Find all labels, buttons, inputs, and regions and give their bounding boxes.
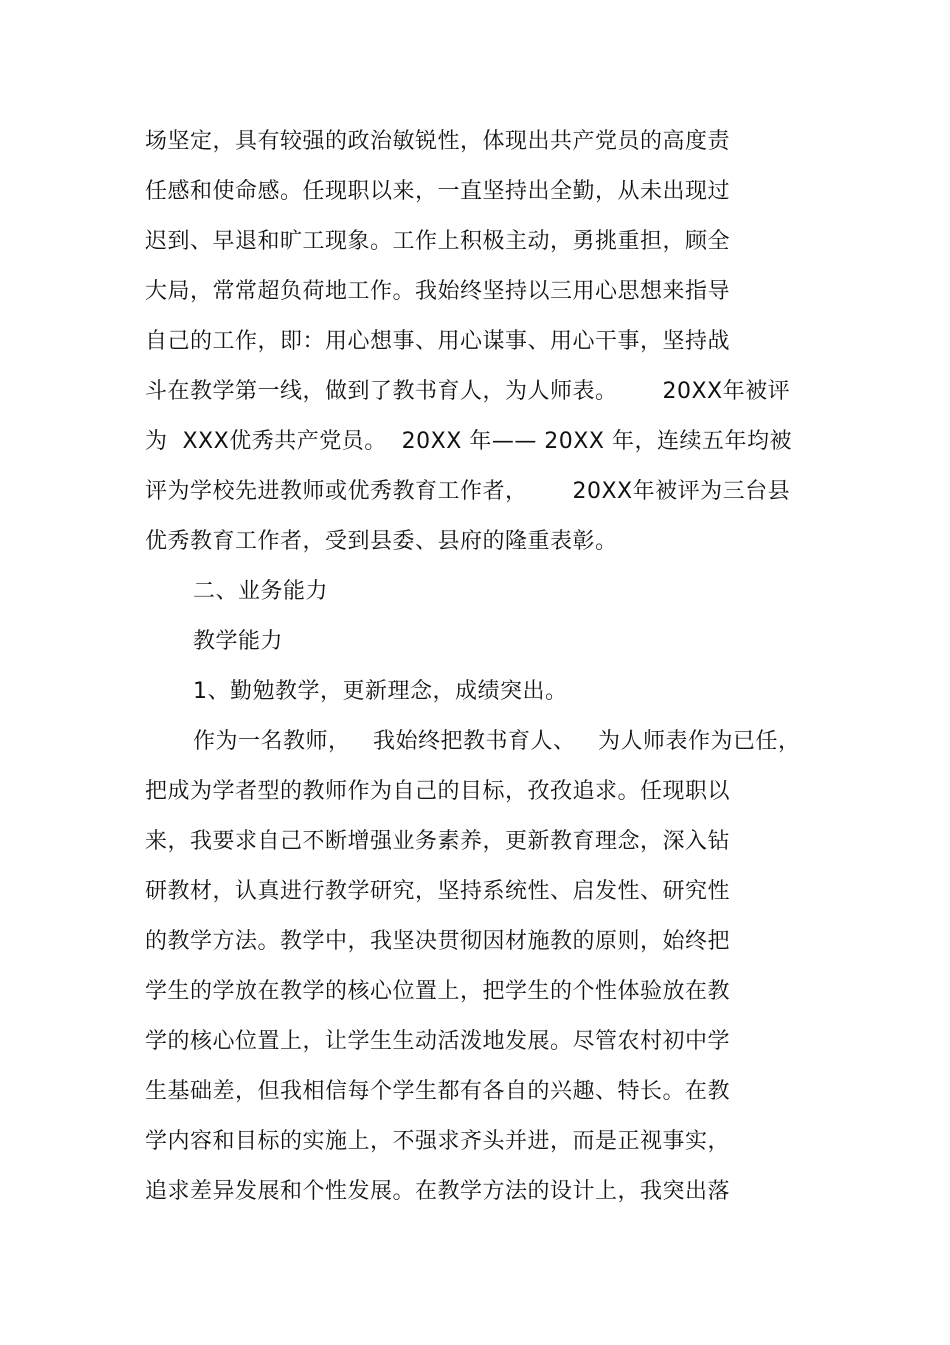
text-line: 把成为学者型的教师作为自己的目标，孜孜追求。任现职以 — [145, 779, 731, 804]
section-heading: 二、业务能力 — [193, 579, 329, 604]
text-line: 迟到、早退和旷工现象。工作上积极主动，勇挑重担，顾全 — [145, 229, 731, 254]
text-line: 追求差异发展和个性发展。在教学方法的设计上，我突出落 — [145, 1179, 731, 1204]
subsection-heading: 教学能力 — [193, 629, 284, 654]
text-line: 斗在教学第一线，做到了教书育人，为人师表。 20XX年被评 — [145, 379, 791, 404]
text-line: 学的核心位置上，让学生生动活泼地发展。尽管农村初中学 — [145, 1029, 731, 1054]
text-line: 大局，常常超负荷地工作。我始终坚持以三用心思想来指导 — [145, 279, 731, 304]
text-line: 场坚定，具有较强的政治敏锐性，体现出共产党员的高度责 — [145, 129, 731, 154]
text-line: 学生的学放在教学的核心位置上，把学生的个性体验放在教 — [145, 979, 731, 1004]
paragraph-first-line: 作为一名教师， 我始终把教书育人、 为人师表作为已任， — [193, 729, 801, 754]
text-line: 来，我要求自己不断增强业务素养，更新教育理念，深入钻 — [145, 829, 731, 854]
text-line: 优秀教育工作者，受到县委、县府的隆重表彰。 — [145, 529, 618, 554]
text-line: 生基础差，但我相信每个学生都有各自的兴趣、特长。在教 — [145, 1079, 731, 1104]
text-line: 研教材，认真进行教学研究，坚持系统性、启发性、研究性 — [145, 879, 731, 904]
numbered-heading: 1、勤勉教学，更新理念，成绩突出。 — [193, 679, 568, 704]
text-line: 学内容和目标的实施上，不强求齐头并进，而是正视事实， — [145, 1129, 731, 1154]
text-line: 评为学校先进教师或优秀教育工作者， 20XX年被评为三台县 — [145, 479, 791, 504]
text-line: 任感和使命感。任现职以来，一直坚持出全勤，从未出现过 — [145, 179, 731, 204]
text-line: 的教学方法。教学中，我坚决贯彻因材施教的原则，始终把 — [145, 929, 731, 954]
text-line: 为 XXX优秀共产党员。 20XX 年—— 20XX 年，连续五年均被 — [145, 429, 792, 454]
text-line: 自己的工作，即：用心想事、用心谋事、用心干事，坚持战 — [145, 329, 731, 354]
